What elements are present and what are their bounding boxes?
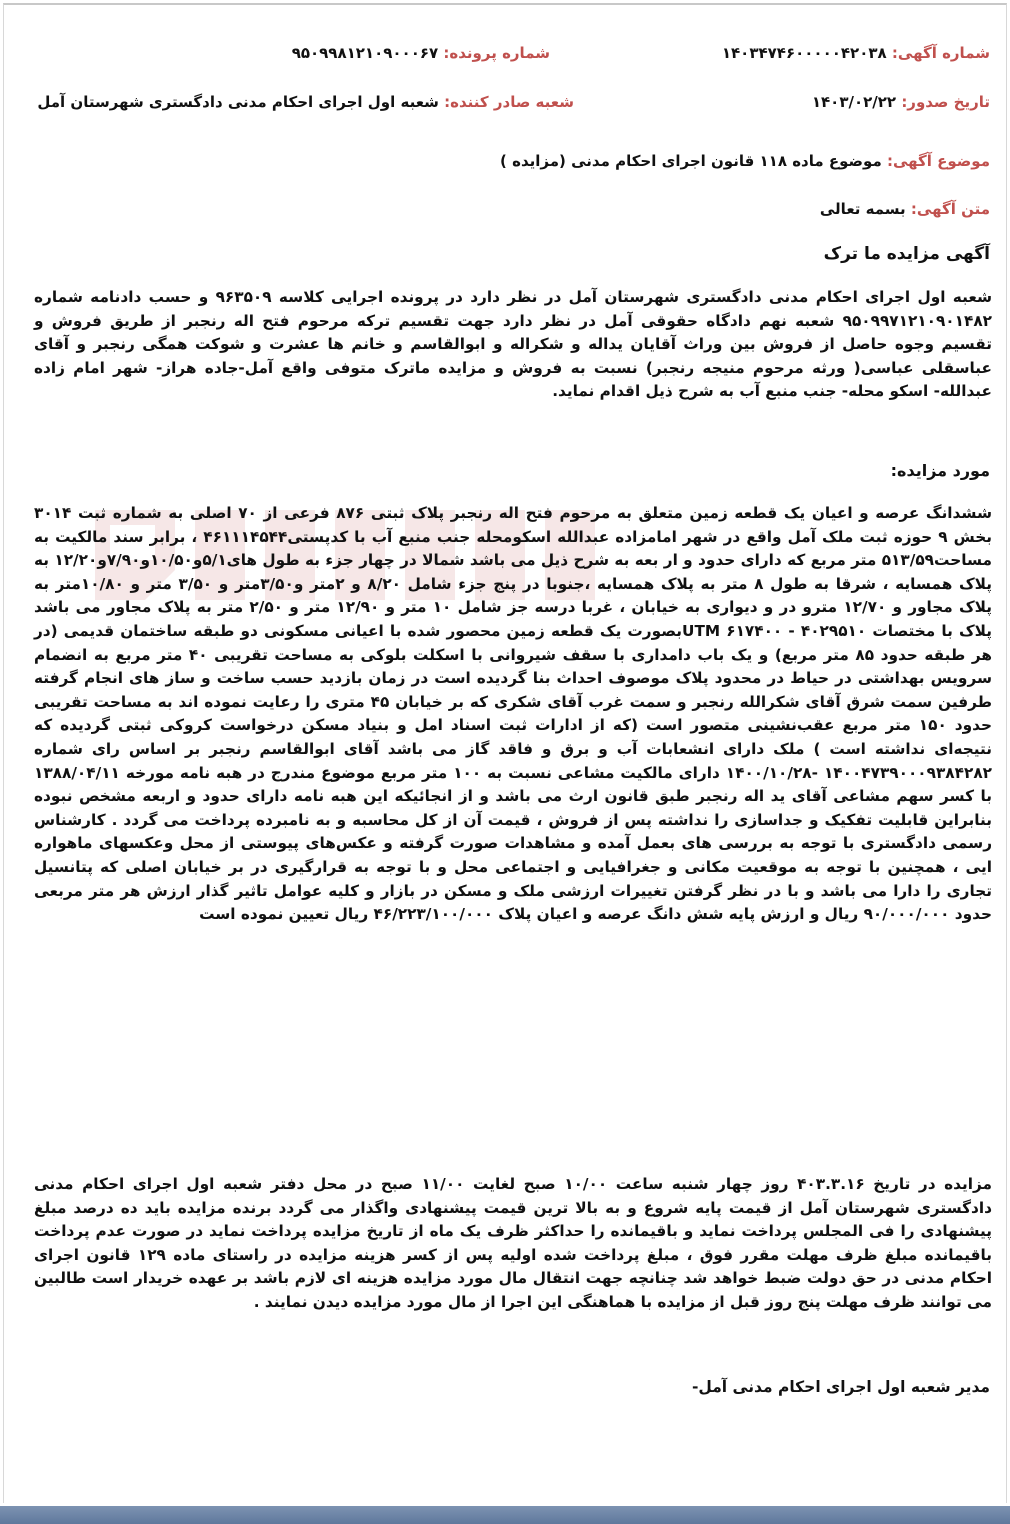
case-number-value: ۹۵۰۹۹۸۱۲۱۰۹۰۰۰۶۷ bbox=[291, 44, 439, 62]
issuer bbox=[37, 93, 574, 111]
ad-number-value: ۱۴۰۳۴۷۴۶۰۰۰۰۰۴۲۰۳۸ bbox=[721, 44, 887, 62]
subject-heading: مورد مزایده: bbox=[890, 461, 990, 480]
signature: مدیر شعبه اول اجرای احکام مدنی آمل- bbox=[691, 1378, 990, 1396]
text-opening-value: بسمه تعالی bbox=[819, 200, 906, 218]
case-number-label: شماره پرونده: bbox=[443, 44, 550, 62]
text-opening bbox=[820, 200, 990, 218]
subject-value: موضوع ماده ۱۱۸ قانون اجرای احکام مدنی (مزایده ) bbox=[500, 152, 882, 170]
case-number bbox=[292, 44, 550, 62]
intro-paragraph: شعبه اول اجرای احکام مدنی دادگستری شهرستان آمل در نظر دارد در پرونده اجرایی کلاسه ۹۶۳۵۰۹ و حسب دادنامه شماره ۹۵۰۹۹۷۱۲۱۰۹۰۱۴۸۲ شعبه نهم دادگاه حقوقی آمل در نظر دارد جهت تقسیم ترکه مرحوم فتح اله رنجبر از طریق فروش و تقسیم وجوه حاصل از فروش بین وراث آقایان یداله و شکراله و ابوالقاسم و خانم ها عشرت و شوکت همگی رنجبر و آقای عباسقلی عباسی( ورثه مرحوم منیجه رنجبر) نسبت به فروش و مزایده ماترک متوفی واقع آمل-جاده هراز- شهر امام زاده عبدالله- اسکو محله- جنب منبع آب به شرح ذیل اقدام نماید. bbox=[34, 288, 992, 401]
ad-number bbox=[722, 44, 990, 62]
bottom-bar bbox=[0, 1506, 1010, 1524]
page-title: آگهی مزایده ما ترک bbox=[823, 244, 990, 264]
issue-date bbox=[812, 93, 990, 111]
issue-date-value: ۱۴۰۳/۰۲/۲۲ bbox=[811, 93, 897, 111]
text-label: متن آگهی: bbox=[910, 200, 990, 218]
ad-number-label: شماره آگهی: bbox=[891, 44, 990, 62]
description-paragraph: ششدانگ عرصه و اعیان یک قطعه زمین متعلق به مرحوم فتح اله رنجبر پلاک ثبتی ۸۷۶ فرعی از ۷۰ اصلی به شماره ثبت ۳۰۱۴ بخش ۹ حوزه ثبت ملک آمل واقع در شهر امامزاده عبدالله اسکومحله جنب منبع آب با کدپستی۴۶۱۱۱۴۵۴۴ ، برابر سند مالکیت به مساحت۵۱۳/۵۹ متر مربع که دارای حدود و ار بعه به شرح ذیل می باشد شمالا در چهار جزء به طول های۵/۱و۱۰/۵۰و۷/۹۰و۱۲/۲۰ به پلاک همسایه ، شرقا به طول ۸ متر به پلاک همسایه ،جنوبا در پنج جزء شامل ۸/۲۰ و ۲متر و۳/۵۰متر و ۳/۵۰ متر و ۱۰/۸۰متر به پلاک مجاور و ۱۲/۷۰ مترو در و دیواری به خیابان ، غربا درسه جز شامل ۱۰ متر و ۱۲/۹۰ متر و ۲/۵۰ متر به پلاک مجاور می باشد پلاک با مختصات ۴۰۲۹۵۱۰ - ۶۱۷۴۰۰ UTMبصورت یک قطعه زمین محصور شده با اعیانی مسکونی دو طبقه ساختمان قدیمی (در هر طبقه حدود ۸۵ متر مربع) و یک باب دامداری با سقف شیروانی با اسکلت بلوکی به مساحت تقریبی ۴۰ متر مربع به انضمام سرویس بهداشتی در حیاط در محدود پلاک موصوف احداث بنا گردیده است در زمان بازدید حسب ساخت و ساز های انجام گرفته طرفین سمت شرق آقای شکرالله رنجبر و سمت غرب آقای شکری که بر خیابان ۴۵ متری را رعایت نموده اند به مساحت تقریبی حدود ۱۵۰ متر مربع عقب‌نشینی متصور است (که از ادارات ثبت اسناد امل و بنیاد مسکن درخواست کروکی ثبتی گردیده که نتیجه‌ای نداشته است ) ملک دارای انشعابات آب و برق و فاقد گاز می باشد آقای ابوالقاسم رنجبر بر اساس رای شماره ۱۴۰۰۴۷۳۹۰۰۰۹۳۸۴۲۸۲ -۱۴۰۰/۱۰/۲۸ دارای مالکیت مشاعی نسبت به ۱۰۰ متر مربع موضوع مندرج در هبه نامه مورخه ۱۳۸۸/۰۴/۱۱ با کسر سهم مشاعی آقای ید اله رنجبر طبق قانون ارث می باشد و از انجائیکه این هبه نامه دارای حدود و اربعه مشخص نبوده بنابراین قابلیت تفکیک و جداسازی را نداشته پس از فروش ، قیمت آن از کل محاسبه و به نامبرده پرداخت می گردد . کارشناس رسمی دادگستری با توجه به بررسی های بعمل آمده و مشاهدات صورت گرفته و عکس‌های پیوستی از محل وعکسهای ماهواره ایی ، همچنین با توجه به موقعیت مکانی و جغرافیایی و اجتماعی محل و با توجه به قرارگیری در بر خیابان اصلی که پتانسیل تجاری را دارا می باشد و با در نظر گرفتن تغییرات ارزشی ملک و مسکن در بازار و کلیه عوامل تاثیر گذار ارزش هر متر مربعی حدود ۹۰/۰۰۰/۰۰۰ ریال و ارزش پایه شش دانگ عرصه و اعیان پلاک ۴۶/۲۲۳/۱۰۰/۰۰۰ ریال تعیین نموده است bbox=[34, 504, 993, 924]
issuer-label: شعبه صادر کننده: bbox=[444, 93, 574, 111]
issue-date-label: تاریخ صدور: bbox=[901, 93, 990, 111]
auction-paragraph: مزایده در تاریخ ۴۰۳.۳.۱۶ روز چهار شنبه ساعت ۱۰/۰۰ صبح لغایت ۱۱/۰۰ صبح در محل دفتر شعبه اول اجرای احکام مدنی دادگستری شهرستان آمل از قیمت پایه شروع و به بالا ترین قیمت پیشنهادی واگذار می گردد برنده مزایده باید ده درصد مبلغ پیشنهادی را فی المجلس پرداخت نماید و باقیمانده را حداکثر ظرف یک ماه از تاریخ مزایده پرداخت نماید در صورت عدم پرداخت باقیمانده مبلغ ظرف مهلت مقرر فوق ، مبلغ پرداخت شده اولیه پس از کسر هزینه مزایده در راستای ماده ۱۲۹ قانون اجرای احکام مدنی در حق دولت ضبط خواهد شد چنانچه جهت انتقال مال مورد مزایده هزینه ای لازم باشد بر عهده خریدار است طالبین می توانند ظرف مهلت پنج روز قبل از مزایده با هماهنگی این اجرا از مال مورد مزایده دیدن نمایند . bbox=[34, 1175, 992, 1311]
issuer-value: شعبه اول اجرای احکام مدنی دادگستری شهرستان آمل bbox=[37, 93, 439, 111]
subject-label: موضوع آگهی: bbox=[886, 152, 990, 170]
subject bbox=[500, 152, 990, 170]
